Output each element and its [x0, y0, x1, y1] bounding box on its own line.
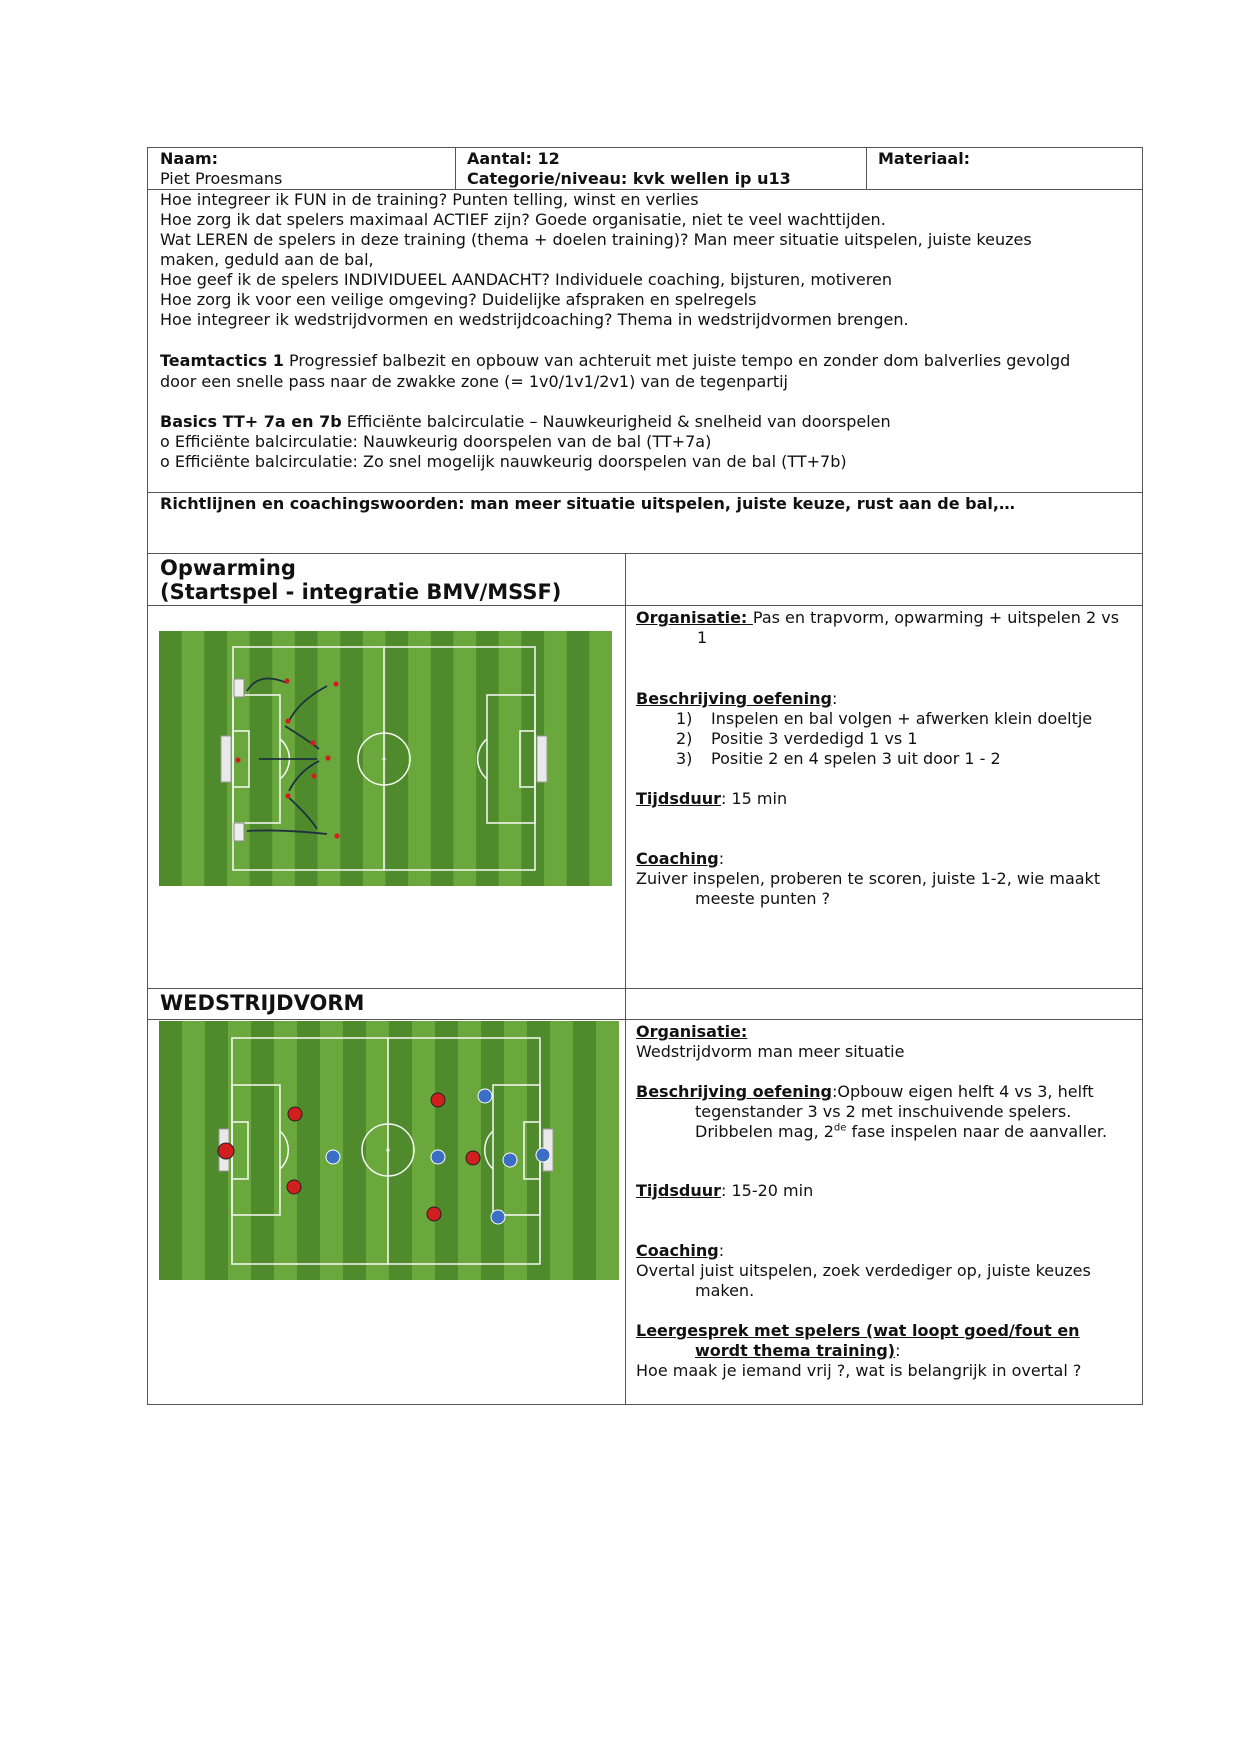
- grass-stripe: [182, 631, 205, 886]
- grass-stripe: [159, 631, 182, 886]
- divider: [147, 553, 1143, 554]
- grass-stripe: [366, 1021, 390, 1280]
- grass-stripe: [589, 631, 612, 886]
- grass-stripe: [182, 1021, 206, 1280]
- intro-line: Hoe integreer ik wedstrijdvormen en wedstrijdcoaching? Thema in wedstrijdvormen brengen.: [160, 310, 909, 329]
- step-number: 2): [676, 729, 693, 748]
- richtlijnen: Richtlijnen en coachingswoorden: man meer situatie uitspelen, juiste keuze, rust aan de bal,…: [160, 494, 1015, 513]
- grass-stripe: [499, 631, 522, 886]
- coaching-label: Coaching: [636, 1241, 719, 1260]
- opwarming-coaching: Coaching:: [636, 849, 725, 868]
- opwarming-pitch-diagram: [159, 631, 612, 886]
- beschrijving-text-cont2: [695, 1122, 1107, 1142]
- beschrijving-label: Beschrijving oefening: [636, 1082, 833, 1101]
- wedstrijd-organisatie-label: Organisatie:: [636, 1022, 748, 1041]
- basics-text: Efficiënte balcirculatie – Nauwkeurigheid & snelheid van doorspelen: [341, 412, 891, 431]
- leergesprek-label-cont: wordt thema training):: [695, 1341, 901, 1360]
- naam-label: Naam:: [160, 149, 219, 168]
- grass-stripe: [431, 631, 454, 886]
- divider: [866, 147, 867, 189]
- coaching-text-cont: meeste punten ?: [695, 889, 831, 908]
- intro-line: maken, geduld aan de bal,: [160, 250, 374, 269]
- basics-line: [160, 412, 891, 432]
- divider: [455, 147, 456, 189]
- intro-line: Hoe geef ik de spelers INDIVIDUEEL AANDACHT? Individuele coaching, bijsturen, motiveren: [160, 270, 892, 289]
- leergesprek-question: Hoe maak je iemand vrij ?, wat is belangrijk in overtal ?: [636, 1361, 1082, 1380]
- grass-stripe: [274, 1021, 298, 1280]
- beschrijving-sup: de: [833, 1122, 847, 1134]
- divider: [147, 492, 1143, 493]
- leergesprek-label-part: wordt thema training): [695, 1341, 896, 1360]
- grass-stripe: [386, 631, 409, 886]
- grass-stripe: [573, 1021, 597, 1280]
- divider: [147, 605, 1143, 606]
- grass-stripe: [550, 1021, 574, 1280]
- step-text: Positie 3 verdedigd 1 vs 1: [711, 729, 918, 748]
- wedstrijd-organisatie-text: Wedstrijdvorm man meer situatie: [636, 1042, 905, 1061]
- opwarming-beschrijving: Beschrijving oefening:: [636, 689, 838, 708]
- teamtactics-line: [160, 351, 1070, 371]
- step-text: Inspelen en bal volgen + afwerken klein doeltje: [711, 709, 1093, 728]
- coaching-text-cont: maken.: [695, 1281, 755, 1300]
- opwarming-organisatie: [636, 608, 1119, 628]
- categorie: Categorie/niveau: kvk wellen ip u13: [467, 169, 791, 188]
- step-number: 1): [676, 709, 693, 728]
- wedstrijd-tijdsduur: [636, 1181, 813, 1201]
- grass-stripe: [389, 1021, 413, 1280]
- step-text: Positie 2 en 4 spelen 3 uit door 1 - 2: [711, 749, 1001, 768]
- beschrijving-text: :Opbouw eigen helft 4 vs 3, helft: [832, 1082, 1094, 1101]
- grass-stripe: [340, 631, 363, 886]
- grass-stripe: [567, 631, 590, 886]
- step-number: 3): [676, 749, 693, 768]
- wedstrijdvorm-title: WEDSTRIJDVORM: [160, 991, 365, 1015]
- goal-icon: [537, 736, 547, 782]
- leergesprek-label: Leergesprek met spelers (wat loopt goed/fout en: [636, 1321, 1080, 1340]
- opwarming-subtitle: (Startspel - integratie BMV/MSSF): [160, 580, 562, 604]
- grass-stripe: [343, 1021, 367, 1280]
- teamtactics-label: Teamtactics 1: [160, 351, 284, 370]
- basics-line2: o Efficiënte balcirculatie: Nauwkeurig doorspelen van de bal (TT+7a): [160, 432, 712, 451]
- basics-line3: o Efficiënte balcirculatie: Zo snel mogelijk nauwkeurig doorspelen van de bal (TT+7b): [160, 452, 847, 471]
- opwarming-tijdsduur: [636, 789, 787, 809]
- tijdsduur-label: Tijdsduur: [636, 1181, 721, 1200]
- tijdsduur-value: : 15-20 min: [720, 1181, 814, 1200]
- coaching-text: Overtal juist uitspelen, zoek verdediger op, juiste keuzes: [636, 1261, 1091, 1280]
- grass-stripe: [251, 1021, 275, 1280]
- beschrijving-label: Beschrijving oefening: [636, 689, 833, 708]
- tijdsduur-value: : 15 min: [720, 789, 788, 808]
- grass-stripe: [453, 631, 476, 886]
- grass-stripe: [408, 631, 431, 886]
- grass-stripe: [297, 1021, 321, 1280]
- coaching-text: Zuiver inspelen, proberen te scoren, juiste 1-2, wie maakt: [636, 869, 1101, 888]
- grass-stripe: [544, 631, 567, 886]
- goal-icon: [221, 736, 231, 782]
- intro-line: Hoe integreer ik FUN in de training? Punten telling, winst en verlies: [160, 190, 699, 209]
- wedstrijd-beschrijving: [636, 1082, 1094, 1102]
- organisatie-label: Organisatie:: [636, 608, 753, 627]
- wedstrijdvorm-pitch-diagram: [159, 1021, 619, 1280]
- small-goal-icon: [234, 823, 244, 841]
- grass-stripe: [596, 1021, 619, 1280]
- opwarming-title: Opwarming: [160, 556, 296, 580]
- grass-stripe: [159, 1021, 183, 1280]
- divider: [147, 1019, 1143, 1020]
- intro-line: Wat LEREN de spelers in deze training (thema + doelen training)? Man meer situatie uitspelen, juiste keuzes: [160, 230, 1032, 249]
- divider: [625, 553, 626, 1405]
- aantal: Aantal: 12: [467, 149, 560, 168]
- small-goal-icon: [234, 679, 244, 697]
- teamtactics-line2: door een snelle pass naar de zwakke zone (= 1v0/1v1/2v1) van de tegenpartij: [160, 372, 788, 391]
- beschrijving-part: Dribbelen mag, 2: [695, 1122, 834, 1141]
- wedstrijd-coaching: Coaching:: [636, 1241, 725, 1260]
- grass-stripe: [458, 1021, 482, 1280]
- intro-line: Hoe zorg ik dat spelers maximaal ACTIEF zijn? Goede organisatie, niet te veel wachttijden.: [160, 210, 886, 229]
- coaching-label: Coaching: [636, 849, 719, 868]
- intro-line: Hoe zorg ik voor een veilige omgeving? Duidelijke afspraken en spelregels: [160, 290, 757, 309]
- organisatie-text-cont: 1: [697, 628, 708, 647]
- teamtactics-text: Progressief balbezit en opbouw van achteruit met juiste tempo en zonder dom balverlies gevolgd: [283, 351, 1071, 370]
- tijdsduur-label: Tijdsduur: [636, 789, 721, 808]
- organisatie-text: Pas en trapvorm, opwarming + uitspelen 2 vs: [752, 608, 1120, 627]
- grass-stripe: [412, 1021, 436, 1280]
- basics-label: Basics TT+ 7a en 7b: [160, 412, 342, 431]
- divider: [147, 988, 1143, 989]
- beschrijving-text-cont: tegenstander 3 vs 2 met inschuivende spelers.: [695, 1102, 1072, 1121]
- naam-value: Piet Proesmans: [160, 169, 283, 188]
- materiaal-label: Materiaal:: [878, 149, 971, 168]
- beschrijving-part: fase inspelen naar de aanvaller.: [846, 1122, 1108, 1141]
